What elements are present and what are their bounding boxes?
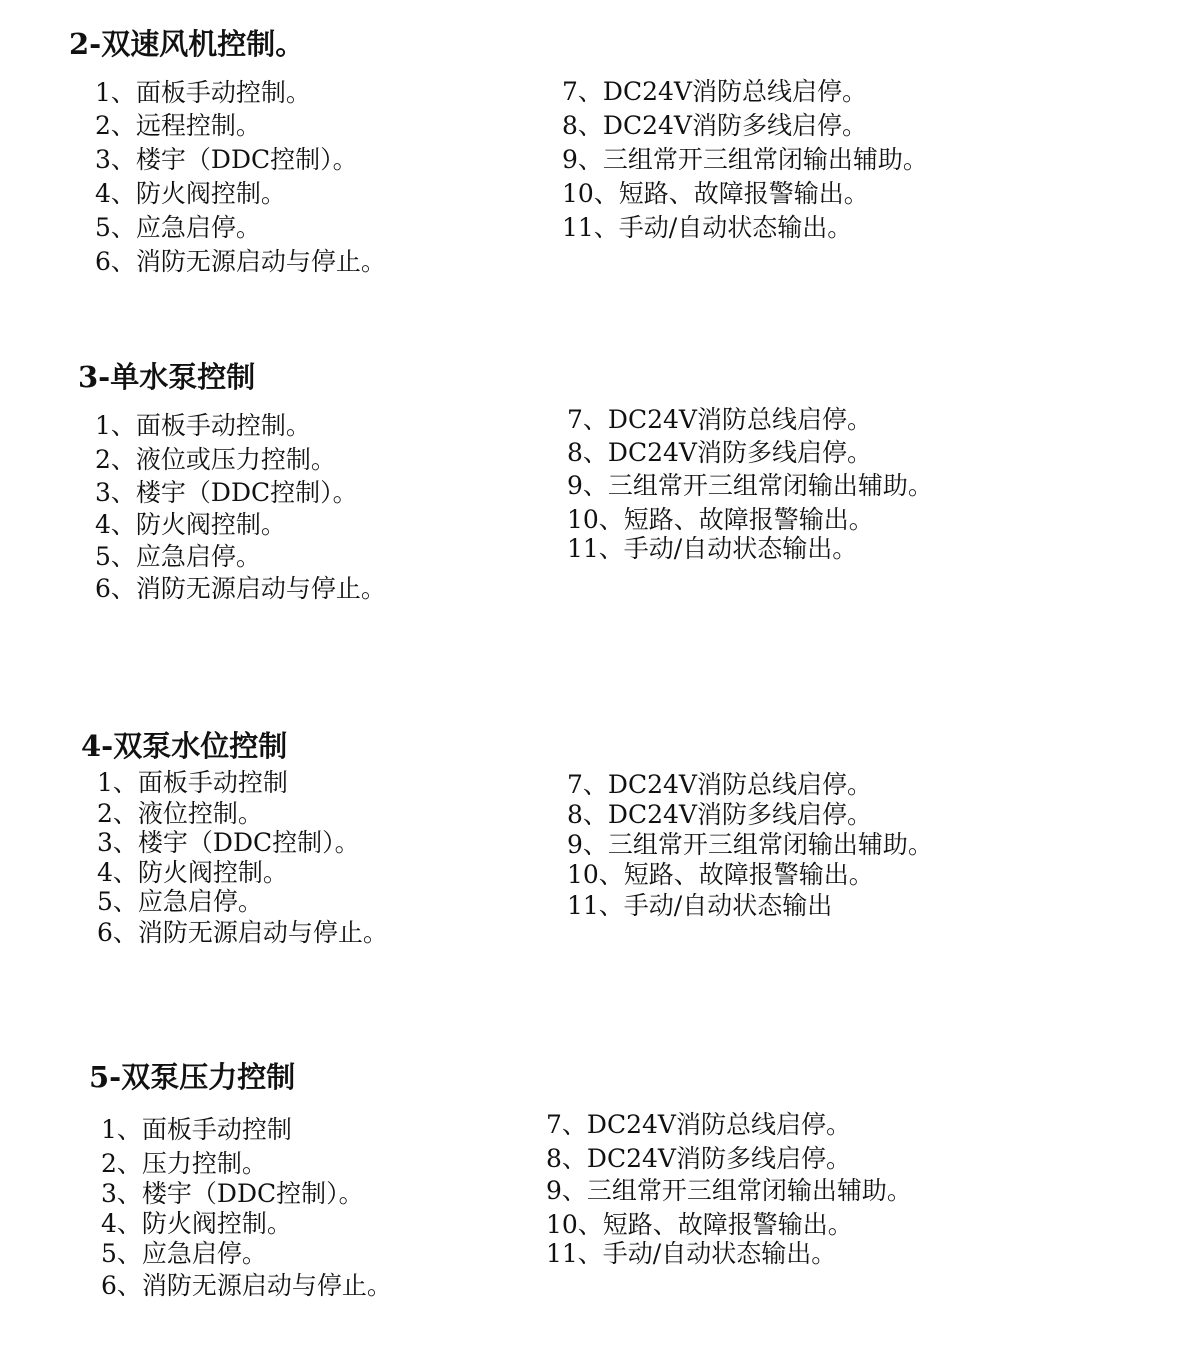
- section-title-text: 单水泵控制: [110, 360, 256, 394]
- list-item: 4、防火阀控制。: [95, 510, 286, 539]
- list-item: 5、应急启停。: [95, 542, 261, 571]
- section-title: [69, 27, 305, 61]
- section-title: [78, 360, 256, 394]
- list-item: 2、液位控制。: [97, 799, 263, 828]
- list-item: 11、手动/自动状态输出。: [567, 534, 858, 563]
- list-item: 10、短路、故障报警输出。: [546, 1210, 853, 1239]
- list-item: 9、三组常开三组常闭输出辅助。: [567, 471, 933, 500]
- list-item: 4、防火阀控制。: [101, 1209, 292, 1238]
- list-item: 8、DC24V消防多线启停。: [567, 438, 872, 467]
- list-item: 2、远程控制。: [95, 111, 261, 140]
- list-item: 6、消防无源启动与停止。: [97, 918, 388, 947]
- section-title: [89, 1060, 296, 1094]
- list-item: 7、DC24V消防总线启停。: [546, 1110, 851, 1139]
- list-item: 11、手动/自动状态输出。: [546, 1239, 837, 1268]
- section-number: 5-: [89, 1060, 122, 1094]
- list-item: 7、DC24V消防总线启停。: [567, 405, 872, 434]
- section-number: 3-: [78, 360, 111, 394]
- list-item: 9、三组常开三组常闭输出辅助。: [567, 830, 933, 859]
- list-item: 9、三组常开三组常闭输出辅助。: [546, 1176, 912, 1205]
- section-title: [81, 729, 288, 763]
- list-item: 6、消防无源启动与停止。: [95, 247, 386, 276]
- section-title-text: 双泵水位控制: [113, 729, 288, 763]
- list-item: 3、楼宇（DDC控制）。: [95, 145, 358, 174]
- list-item: 9、三组常开三组常闭输出辅助。: [562, 145, 928, 174]
- list-item: 1、面板手动控制: [101, 1115, 292, 1144]
- list-item: 6、消防无源启动与停止。: [95, 574, 386, 603]
- list-item: 10、短路、故障报警输出。: [567, 860, 874, 889]
- list-item: 7、DC24V消防总线启停。: [562, 77, 867, 106]
- list-item: 10、短路、故障报警输出。: [562, 179, 869, 208]
- list-item: 2、液位或压力控制。: [95, 445, 336, 474]
- list-item: 3、楼宇（DDC控制）。: [95, 478, 358, 507]
- list-item: 8、DC24V消防多线启停。: [546, 1144, 851, 1173]
- list-item: 4、防火阀控制。: [97, 858, 288, 887]
- list-item: 1、面板手动控制。: [95, 78, 311, 107]
- list-item: 3、楼宇（DDC控制）。: [101, 1179, 364, 1208]
- list-item: 5、应急启停。: [95, 213, 261, 242]
- list-item: 2、压力控制。: [101, 1149, 267, 1178]
- list-item: 7、DC24V消防总线启停。: [567, 770, 872, 799]
- list-item: 5、应急启停。: [101, 1239, 267, 1268]
- list-item: 1、面板手动控制: [97, 768, 288, 797]
- list-item: 3、楼宇（DDC控制）。: [97, 828, 360, 857]
- list-item: 8、DC24V消防多线启停。: [567, 800, 872, 829]
- section-number: 2-: [69, 27, 102, 61]
- list-item: 11、手动/自动状态输出: [567, 891, 833, 920]
- list-item: 5、应急启停。: [97, 887, 263, 916]
- section-number: 4-: [81, 729, 114, 763]
- section-title-text: 双泵压力控制: [121, 1060, 296, 1094]
- list-item: 6、消防无源启动与停止。: [101, 1271, 392, 1300]
- list-item: 10、短路、故障报警输出。: [567, 505, 874, 534]
- list-item: 4、防火阀控制。: [95, 179, 286, 208]
- section-title-text: 双速风机控制。: [101, 27, 305, 61]
- list-item: 11、手动/自动状态输出。: [562, 213, 853, 242]
- list-item: 1、面板手动控制。: [95, 411, 311, 440]
- list-item: 8、DC24V消防多线启停。: [562, 111, 867, 140]
